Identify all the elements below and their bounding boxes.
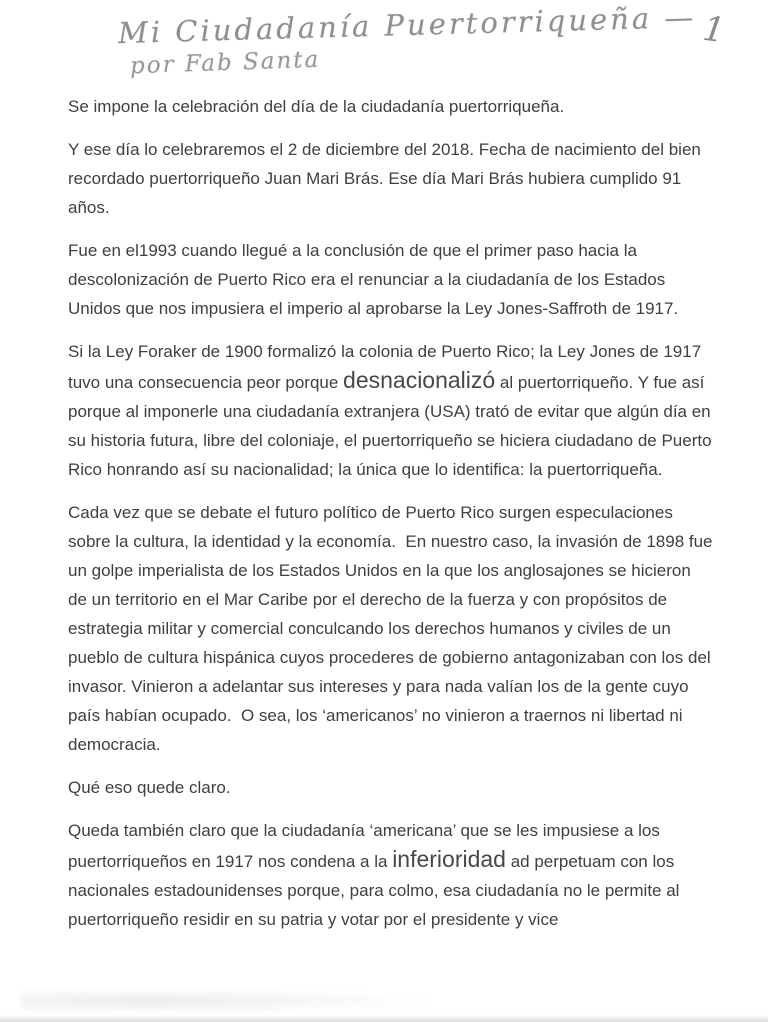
text-segment: Fue en el1993 cuando llegué a la conclusión de que el primer paso hacia la descolonización de Puerto Rico era el renunciar a la ciudadanía de los Estados Unidos que nos impusiera el imperio al aprobarse la Ley Jones-Saffroth de 1917. [68,241,679,318]
document-body [68,92,718,948]
text-segment: ad perpetuam con los nacionales estadounidenses porque, para colmo, esa ciudadanía no le permite al puertorriqueño residir en su patria y votar por el presidente y vice [68,852,685,929]
text-segment: Qué eso quede claro. [68,778,231,797]
text-segment: Y ese día lo celebraremos el 2 de diciembre del 2018. Fecha de nacimiento del bien recordado puertorriqueño Juan Mari Brás. Ese día Mari Brás hubiera cumplido 91 años. [68,140,706,217]
handwritten-page-number: 1 [700,8,728,52]
text-segment: Cada vez que se debate el futuro político de Puerto Rico surgen especulaciones sobre la cultura, la identidad y la economía. En nuestro caso, la invasión de 1898 fue un golpe imperialista de los Estados Unidos en la que los anglosajones se hicieron de un territorio en el Mar Caribe por el derecho de la fuerza y con propósitos de estrategia militar y comercial conculcando los derechos humanos y civiles de un pueblo de cultura hispánica cuyos procederes de gobierno antagonizaban con los del invasor. Vinieron a adelantar sus intereses y para nada valían los de la gente cuyo país habían ocupado. O sea, los ‘americanos’ no vinieron a traernos ni libertad ni democracia. [68,503,718,754]
scan-smudge-artifact [20,988,440,1014]
handwritten-byline: por Fab Santa [129,46,321,80]
paragraph [68,498,718,759]
text-segment: Se impone la celebración del día de la ciudadanía puertorriqueña. [68,97,565,116]
text-segment: Queda también claro que la ciudadanía ‘americana’ que se les impusiese a los puertorriqueños en 1917 nos condena a la [68,821,665,871]
paragraph [68,135,713,222]
emphasized-word: inferioridad [392,846,506,872]
paragraph [68,816,713,934]
paragraph [68,337,717,484]
paragraph [68,236,713,323]
scan-bottom-edge-artifact [0,1015,768,1022]
text-segment: Si la Ley Foraker de 1900 formalizó la colonia de Puerto Rico; la Ley Jones de 1917 tuvo una consecuencia peor porque [68,342,706,392]
emphasized-word: desnacionalizó [343,367,496,393]
text-segment: al puertorriqueño. Y fue así porque al imponerle una ciudadanía extranjera (USA) trató de evitar que algún día en su historia futura, libre del coloniaje, el puertorriqueño se hiciera ciudadano de Puerto Rico honrando así su nacionalidad; la única que lo identifica: la puertorriqueña. [68,373,717,479]
handwritten-title: Mi Ciudadanía Puertorriqueña — [117,0,697,51]
paragraph [68,92,713,121]
paragraph [68,773,713,802]
